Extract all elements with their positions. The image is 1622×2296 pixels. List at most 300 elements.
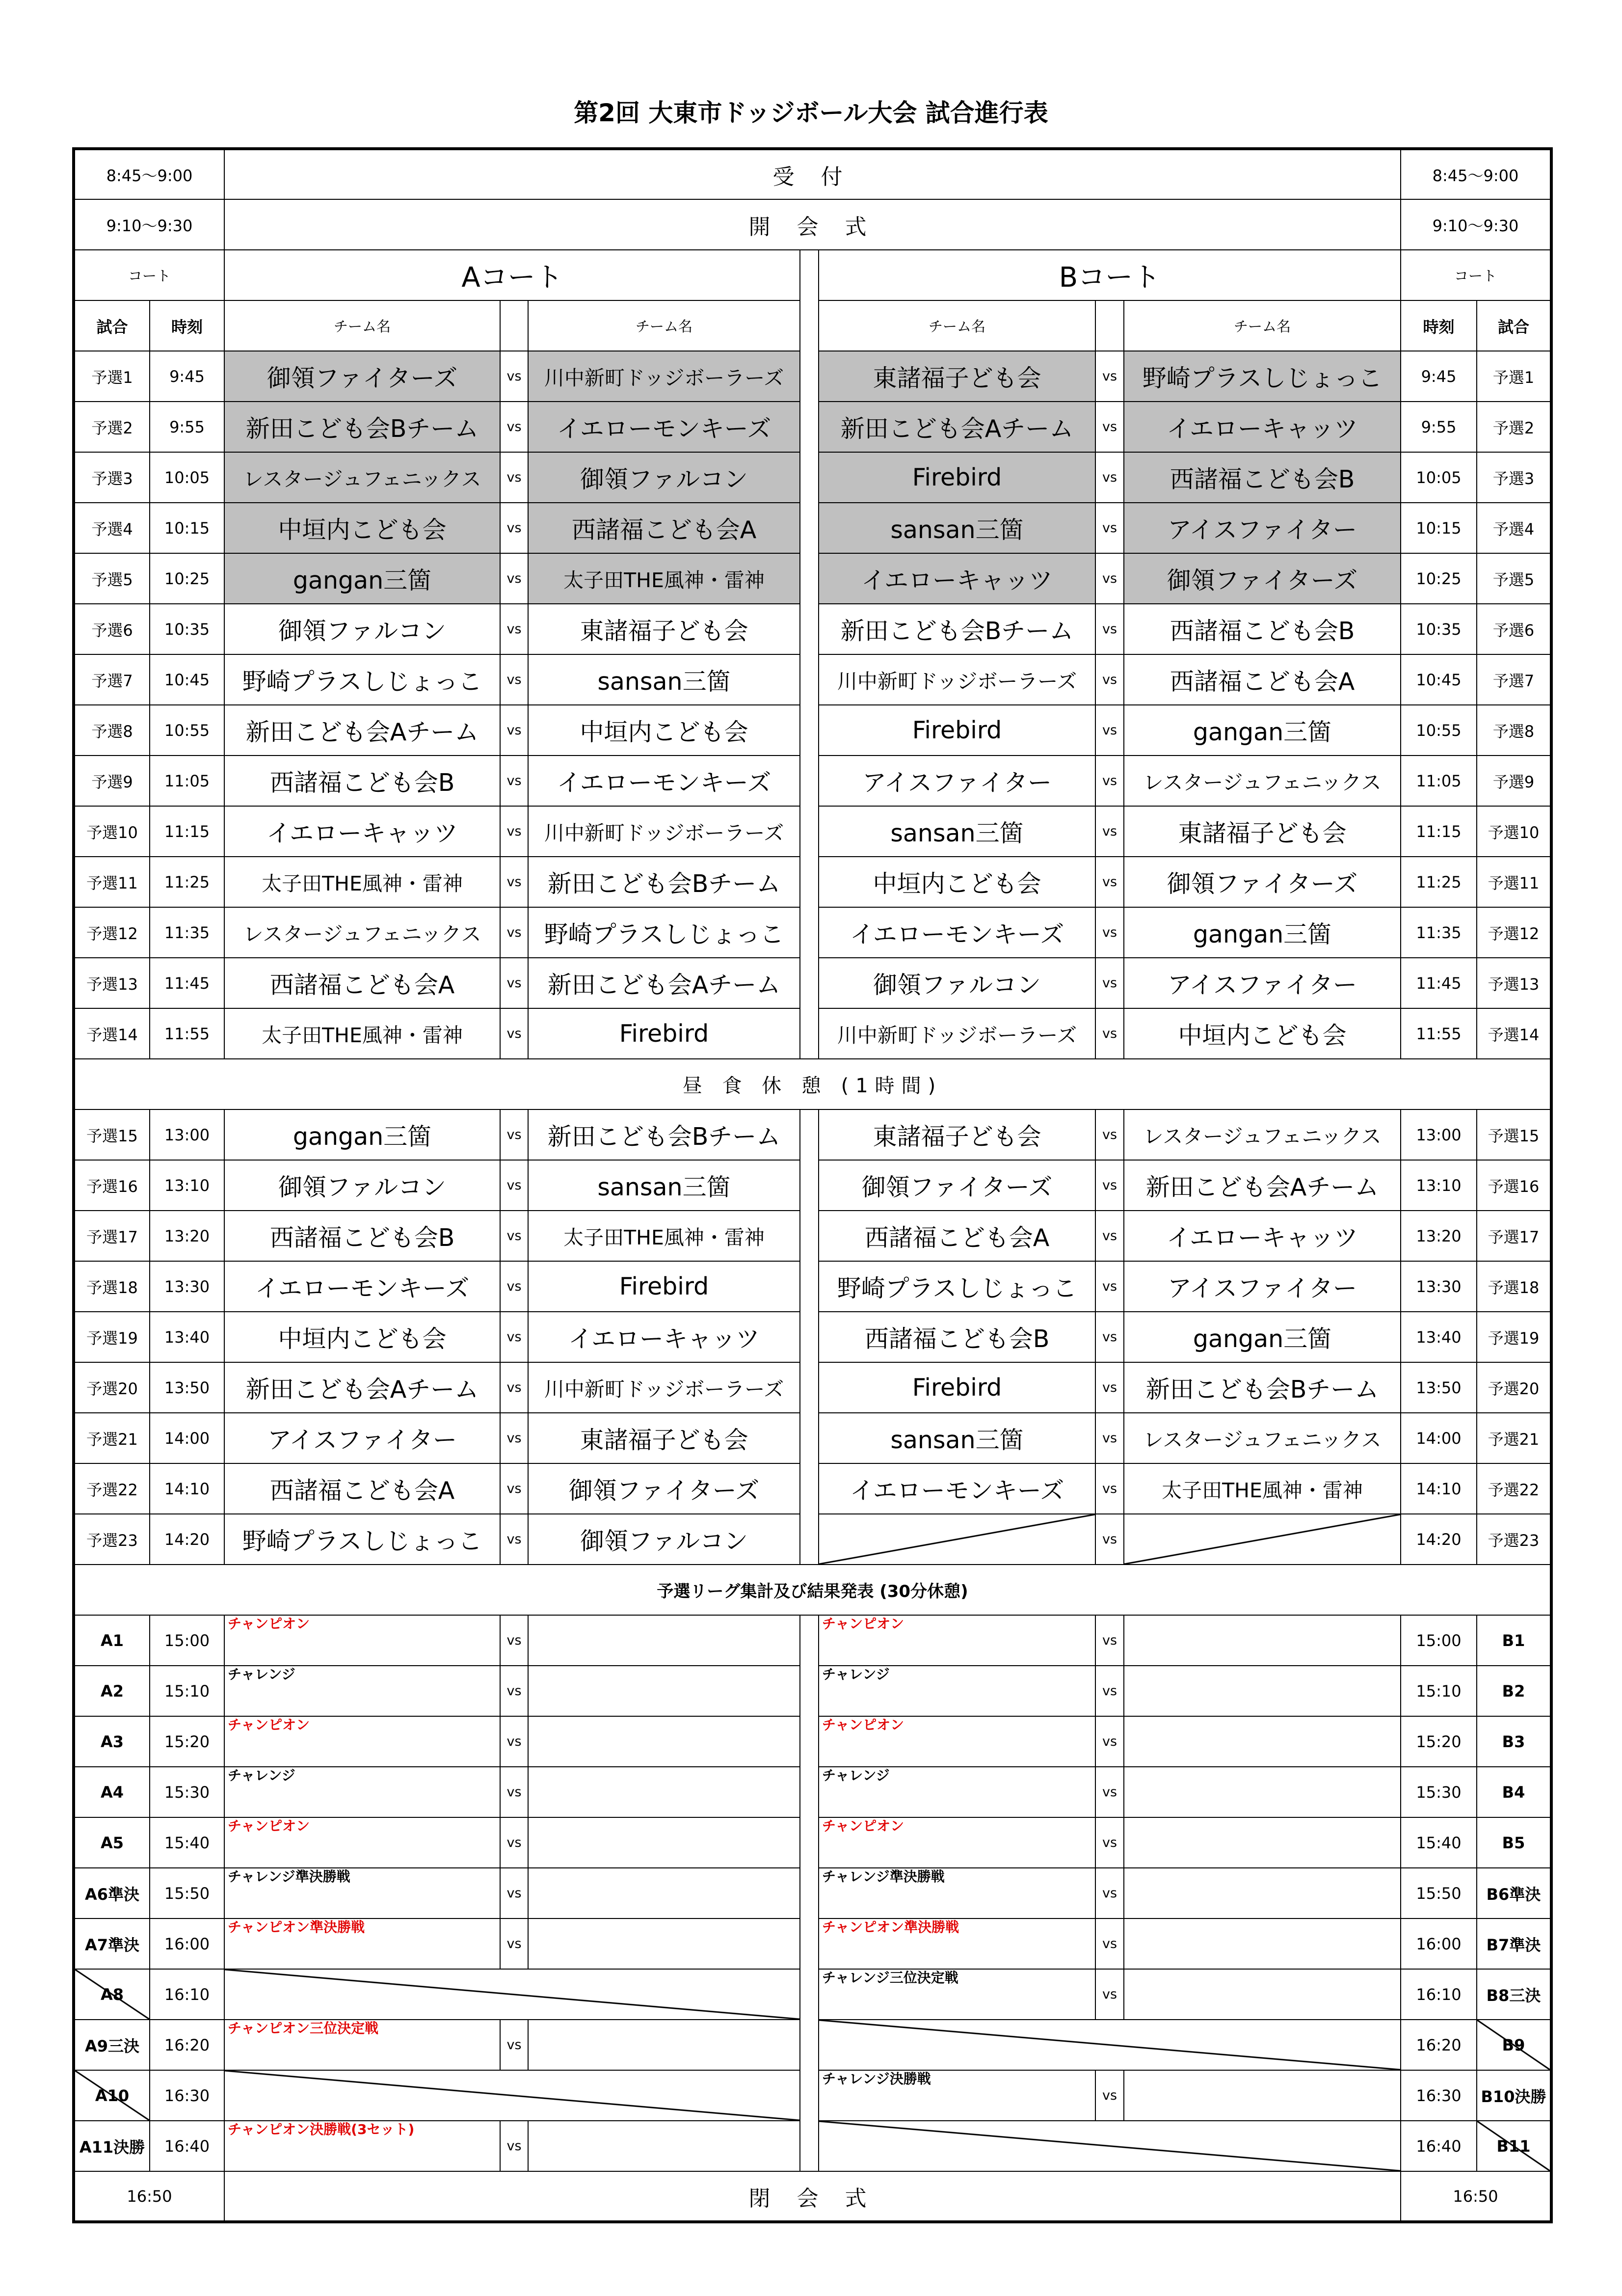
vs-label: vs xyxy=(500,958,528,1008)
court-b-team-2: アイスファイター xyxy=(1124,503,1401,553)
vs-label: vs xyxy=(500,1716,528,1767)
court-gap xyxy=(800,1716,819,1767)
vs-label: vs xyxy=(500,2020,528,2070)
court-b-team-1 xyxy=(819,1817,1095,1868)
court-b-team-2: 太子田THE風神・雷神 xyxy=(1124,1463,1401,1514)
court-b-team-1: 東諸福子ども会 xyxy=(819,351,1095,402)
court-b-team-2: gangan三箇 xyxy=(1124,907,1401,958)
match-row xyxy=(74,705,1551,756)
court-a-team-1-label: チャレンジ xyxy=(228,1666,295,1682)
vs-label: vs xyxy=(500,806,528,857)
court-a-empty xyxy=(224,2070,800,2121)
court-b-team-2: 御領ファイターズ xyxy=(1124,553,1401,604)
court-gap xyxy=(800,958,819,1008)
court-a-team-1: 新田こども会Aチーム xyxy=(224,705,500,756)
final-match-id-b: B7準決 xyxy=(1477,1918,1551,1969)
match-id: 予選5 xyxy=(1477,553,1551,604)
final-match-row xyxy=(74,1918,1551,1969)
court-a-team-2 xyxy=(528,1918,800,1969)
final-time: 15:10 xyxy=(150,1666,224,1716)
match-time: 11:25 xyxy=(1401,857,1477,907)
court-a-team-1: 御領ファルコン xyxy=(224,604,500,654)
court-a-team-1: 野崎プラスしじょっこ xyxy=(224,1514,500,1565)
vs-label: vs xyxy=(1095,756,1124,806)
vs-label: vs xyxy=(500,1312,528,1362)
vs-label: vs xyxy=(1095,705,1124,756)
match-id: 予選1 xyxy=(1477,351,1551,402)
court-gap xyxy=(800,1918,819,1969)
match-row xyxy=(74,1514,1551,1565)
final-match-row xyxy=(74,1817,1551,1868)
court-b-team-1: 西諸福こども会B xyxy=(819,1312,1095,1362)
court-a-team-1 xyxy=(224,2020,500,2070)
match-row xyxy=(74,452,1551,503)
final-time: 15:50 xyxy=(150,1868,224,1918)
final-time: 16:40 xyxy=(150,2121,224,2171)
court-a-team-1: イエローモンキーズ xyxy=(224,1261,500,1312)
match-row xyxy=(74,604,1551,654)
match-time: 9:55 xyxy=(1401,402,1477,452)
match-time: 10:55 xyxy=(1401,705,1477,756)
court-a-team-2: sansan三箇 xyxy=(528,1160,800,1211)
lunch-break-row xyxy=(74,1059,1551,1109)
vs-label: vs xyxy=(1095,654,1124,705)
match-time: 10:45 xyxy=(1401,654,1477,705)
court-b-team-1: Firebird xyxy=(819,452,1095,503)
match-row xyxy=(74,907,1551,958)
court-b-team-1: 川中新町ドッジボーラーズ xyxy=(819,1008,1095,1059)
final-time: 16:00 xyxy=(1401,1918,1477,1969)
court-gap xyxy=(800,705,819,756)
match-id: 予選15 xyxy=(1477,1109,1551,1160)
court-a-team-2: 御領ファルコン xyxy=(528,452,800,503)
court-a-team-2: sansan三箇 xyxy=(528,654,800,705)
match-id: 予選18 xyxy=(1477,1261,1551,1312)
final-match-id-a: A3 xyxy=(74,1716,150,1767)
court-gap xyxy=(800,503,819,553)
final-match-id-a: A9三決 xyxy=(74,2020,150,2070)
final-time: 16:30 xyxy=(1401,2070,1477,2121)
match-id: 予選21 xyxy=(1477,1413,1551,1463)
match-time: 13:50 xyxy=(1401,1362,1477,1413)
final-time: 15:10 xyxy=(1401,1666,1477,1716)
match-time: 10:15 xyxy=(150,503,224,553)
court-a-team-1-label: チャンピオン三位決定戦 xyxy=(228,2020,379,2036)
vs-label: vs xyxy=(500,907,528,958)
final-time: 16:00 xyxy=(150,1918,224,1969)
match-time: 14:10 xyxy=(1401,1463,1477,1514)
court-gap xyxy=(800,1767,819,1817)
vs-label: vs xyxy=(1095,604,1124,654)
court-b-team-1-label: チャレンジ決勝戦 xyxy=(822,2071,931,2087)
court-b-team-1: イエローモンキーズ xyxy=(819,1463,1095,1514)
court-a-team-1: gangan三箇 xyxy=(224,553,500,604)
opening-time-left: 9:10〜9:30 xyxy=(74,199,224,250)
court-a-team-1 xyxy=(224,2121,500,2171)
vs-label: vs xyxy=(500,1160,528,1211)
court-b-team-1 xyxy=(819,1918,1095,1969)
match-id: 予選3 xyxy=(1477,452,1551,503)
match-id: 予選19 xyxy=(1477,1312,1551,1362)
court-b-team-2 xyxy=(1124,1514,1401,1565)
vs-label: vs xyxy=(500,756,528,806)
match-id: 予選6 xyxy=(74,604,150,654)
results-announcement-row xyxy=(74,1565,1551,1615)
opening-label: 開 会 式 xyxy=(224,199,1401,250)
match-row xyxy=(74,1362,1551,1413)
final-match-row xyxy=(74,1868,1551,1918)
court-b-team-2: 新田こども会Aチーム xyxy=(1124,1160,1401,1211)
final-time: 16:10 xyxy=(150,1969,224,2020)
closing-time-right: 16:50 xyxy=(1401,2171,1551,2222)
vs-label: vs xyxy=(1095,2070,1124,2121)
court-gap xyxy=(800,1969,819,2020)
match-row xyxy=(74,1008,1551,1059)
vs-label: vs xyxy=(500,604,528,654)
vs-label: vs xyxy=(1095,958,1124,1008)
vs-label: vs xyxy=(500,1868,528,1918)
court-b-team-1-label: チャンピオン準決勝戦 xyxy=(822,1919,959,1935)
court-b-header: Bコート xyxy=(819,250,1401,300)
court-a-team-1: 新田こども会Bチーム xyxy=(224,402,500,452)
final-match-row xyxy=(74,2070,1551,2121)
match-time: 10:45 xyxy=(150,654,224,705)
match-time: 13:30 xyxy=(1401,1261,1477,1312)
court-a-team-1: 西諸福こども会A xyxy=(224,958,500,1008)
match-id: 予選17 xyxy=(74,1211,150,1261)
court-b-team-2: 東諸福子ども会 xyxy=(1124,806,1401,857)
final-match-row xyxy=(74,1716,1551,1767)
match-time: 11:55 xyxy=(1401,1008,1477,1059)
court-gap xyxy=(800,2121,819,2171)
court-b-team-1: 中垣内こども会 xyxy=(819,857,1095,907)
court-b-team-2: gangan三箇 xyxy=(1124,705,1401,756)
court-a-team-1: 西諸福こども会B xyxy=(224,1211,500,1261)
court-b-team-2: 西諸福こども会A xyxy=(1124,654,1401,705)
match-time: 13:00 xyxy=(1401,1109,1477,1160)
court-a-team-2: 太子田THE風神・雷神 xyxy=(528,1211,800,1261)
match-row xyxy=(74,1109,1551,1160)
court-a-team-1: 御領ファイターズ xyxy=(224,351,500,402)
court-b-team-1 xyxy=(819,1767,1095,1817)
final-match-id-a: A4 xyxy=(74,1767,150,1817)
match-id: 予選4 xyxy=(74,503,150,553)
court-b-team-2: レスタージュフェニックス xyxy=(1124,1109,1401,1160)
court-b-team-2: レスタージュフェニックス xyxy=(1124,756,1401,806)
final-match-id-b: B4 xyxy=(1477,1767,1551,1817)
court-a-team-1-label: チャレンジ xyxy=(228,1767,295,1783)
court-b-team-2 xyxy=(1124,1817,1401,1868)
final-match-id-b: B6準決 xyxy=(1477,1868,1551,1918)
final-time: 15:30 xyxy=(150,1767,224,1817)
court-a-team-2: イエローモンキーズ xyxy=(528,756,800,806)
opening-time-right: 9:10〜9:30 xyxy=(1401,199,1551,250)
match-row xyxy=(74,756,1551,806)
match-row xyxy=(74,402,1551,452)
court-b-team-2: 御領ファイターズ xyxy=(1124,857,1401,907)
final-match-row xyxy=(74,2121,1551,2171)
court-a-team-2: 野崎プラスしじょっこ xyxy=(528,907,800,958)
final-match-row xyxy=(74,1767,1551,1817)
match-id: 予選4 xyxy=(1477,503,1551,553)
vs-label: vs xyxy=(500,452,528,503)
final-match-id-b: B9 xyxy=(1477,2020,1551,2070)
header-time: 時刻 xyxy=(150,300,224,351)
page-title: 第2回 大東市ドッジボール大会 試合進行表 xyxy=(574,99,1048,127)
final-match-id-a: A7準決 xyxy=(74,1918,150,1969)
match-time: 10:25 xyxy=(150,553,224,604)
court-a-team-2 xyxy=(528,1767,800,1817)
court-a-team-1-label: チャンピオン xyxy=(228,1818,310,1834)
match-time: 10:05 xyxy=(1401,452,1477,503)
match-id: 予選14 xyxy=(1477,1008,1551,1059)
header-team: チーム名 xyxy=(528,300,800,351)
court-gap xyxy=(800,1211,819,1261)
vs-label: vs xyxy=(500,2121,528,2171)
court-a-team-2: 太子田THE風神・雷神 xyxy=(528,553,800,604)
court-a-team-2: 東諸福子ども会 xyxy=(528,1413,800,1463)
court-gap xyxy=(800,250,819,300)
final-match-id-a: A11決勝 xyxy=(74,2121,150,2171)
court-a-team-2: 川中新町ドッジボーラーズ xyxy=(528,806,800,857)
match-time: 10:05 xyxy=(150,452,224,503)
match-id: 予選3 xyxy=(74,452,150,503)
court-b-team-1: 新田こども会Bチーム xyxy=(819,604,1095,654)
court-a-team-1: 西諸福こども会B xyxy=(224,756,500,806)
match-id: 予選6 xyxy=(1477,604,1551,654)
court-gap xyxy=(800,2020,819,2070)
opening-row xyxy=(74,199,1551,250)
match-row xyxy=(74,503,1551,553)
match-time: 10:35 xyxy=(1401,604,1477,654)
vs-label: vs xyxy=(500,705,528,756)
match-time: 13:10 xyxy=(150,1160,224,1211)
vs-label: vs xyxy=(1095,1767,1124,1817)
court-b-team-1: 東諸福子ども会 xyxy=(819,1109,1095,1160)
court-gap xyxy=(800,806,819,857)
vs-label: vs xyxy=(1095,1362,1124,1413)
court-gap xyxy=(800,1463,819,1514)
court-b-team-2: 野崎プラスしじょっこ xyxy=(1124,351,1401,402)
final-time: 15:20 xyxy=(1401,1716,1477,1767)
match-row xyxy=(74,857,1551,907)
match-id: 予選23 xyxy=(74,1514,150,1565)
vs-label: vs xyxy=(1095,806,1124,857)
court-a-team-1: 中垣内こども会 xyxy=(224,1312,500,1362)
court-a-team-1: 太子田THE風神・雷神 xyxy=(224,857,500,907)
court-gap xyxy=(800,857,819,907)
court-b-team-1-label: チャレンジ xyxy=(822,1767,890,1783)
final-match-row xyxy=(74,1615,1551,1666)
lunch-break: 昼 食 休 憩 (1時間) xyxy=(74,1059,1551,1109)
court-a-empty xyxy=(224,1969,800,2020)
match-id: 予選9 xyxy=(1477,756,1551,806)
match-time: 13:10 xyxy=(1401,1160,1477,1211)
court-a-team-1 xyxy=(224,1868,500,1918)
final-match-id-b: B1 xyxy=(1477,1615,1551,1666)
reception-row xyxy=(74,149,1551,199)
final-time: 16:10 xyxy=(1401,1969,1477,2020)
court-b-team-2 xyxy=(1124,1767,1401,1817)
court-b-team-2 xyxy=(1124,1918,1401,1969)
match-row xyxy=(74,1211,1551,1261)
court-a-team-1: アイスファイター xyxy=(224,1413,500,1463)
match-id: 予選10 xyxy=(74,806,150,857)
vs-label: vs xyxy=(500,1362,528,1413)
match-id: 予選17 xyxy=(1477,1211,1551,1261)
match-time: 11:25 xyxy=(150,857,224,907)
vs-label: vs xyxy=(1095,907,1124,958)
match-id: 予選20 xyxy=(1477,1362,1551,1413)
court-b-team-2: 西諸福こども会B xyxy=(1124,452,1401,503)
court-b-team-1: 西諸福こども会A xyxy=(819,1211,1095,1261)
match-row xyxy=(74,654,1551,705)
vs-label: vs xyxy=(500,1666,528,1716)
court-gap xyxy=(800,1312,819,1362)
court-a-team-2: Firebird xyxy=(528,1008,800,1059)
vs-label: vs xyxy=(500,1211,528,1261)
match-time: 13:20 xyxy=(1401,1211,1477,1261)
court-a-team-2: Firebird xyxy=(528,1261,800,1312)
match-id: 予選20 xyxy=(74,1362,150,1413)
court-a-team-1 xyxy=(224,1817,500,1868)
court-a-team-1 xyxy=(224,1918,500,1969)
match-id: 予選15 xyxy=(74,1109,150,1160)
court-b-team-2 xyxy=(1124,1666,1401,1716)
match-id: 予選5 xyxy=(74,553,150,604)
court-a-team-1-label: チャンピオン xyxy=(228,1717,310,1733)
vs-label: vs xyxy=(1095,1666,1124,1716)
match-row xyxy=(74,806,1551,857)
court-b-team-1-label: チャンピオン xyxy=(822,1616,904,1632)
court-b-team-2: 西諸福こども会B xyxy=(1124,604,1401,654)
court-a-team-2: 東諸福子ども会 xyxy=(528,604,800,654)
court-b-team-2: イエローキャッツ xyxy=(1124,1211,1401,1261)
court-b-team-1 xyxy=(819,1868,1095,1918)
match-id: 予選23 xyxy=(1477,1514,1551,1565)
court-gap xyxy=(800,1817,819,1868)
match-id: 予選14 xyxy=(74,1008,150,1059)
match-time: 10:25 xyxy=(1401,553,1477,604)
court-a-team-1 xyxy=(224,1615,500,1666)
match-id: 予選7 xyxy=(1477,654,1551,705)
court-a-team-1: 野崎プラスしじょっこ xyxy=(224,654,500,705)
court-b-team-2 xyxy=(1124,1716,1401,1767)
header-time: 時刻 xyxy=(1401,300,1477,351)
match-time: 11:45 xyxy=(150,958,224,1008)
court-a-team-2 xyxy=(528,1666,800,1716)
header-match: 試合 xyxy=(1477,300,1551,351)
match-time: 13:40 xyxy=(150,1312,224,1362)
vs-label: vs xyxy=(1095,351,1124,402)
match-id: 予選21 xyxy=(74,1413,150,1463)
court-gap xyxy=(800,1261,819,1312)
vs-label: vs xyxy=(1095,1716,1124,1767)
header-vs-blank xyxy=(1095,300,1124,351)
court-a-team-1: 太子田THE風神・雷神 xyxy=(224,1008,500,1059)
court-a-header: Aコート xyxy=(224,250,800,300)
match-id: 予選12 xyxy=(1477,907,1551,958)
court-a-team-1: 西諸福こども会A xyxy=(224,1463,500,1514)
match-row xyxy=(74,1413,1551,1463)
court-gap xyxy=(800,1362,819,1413)
match-id: 予選13 xyxy=(1477,958,1551,1008)
match-id: 予選1 xyxy=(74,351,150,402)
court-b-team-1-label: チャレンジ三位決定戦 xyxy=(822,1970,958,1986)
vs-label: vs xyxy=(1095,1261,1124,1312)
vs-label: vs xyxy=(1095,402,1124,452)
final-time: 15:40 xyxy=(150,1817,224,1868)
final-match-row xyxy=(74,1666,1551,1716)
vs-label: vs xyxy=(500,857,528,907)
match-time: 11:45 xyxy=(1401,958,1477,1008)
court-b-team-1 xyxy=(819,1969,1095,2020)
court-b-team-1: 野崎プラスしじょっこ xyxy=(819,1261,1095,1312)
vs-label: vs xyxy=(1095,1817,1124,1868)
final-time: 16:20 xyxy=(150,2020,224,2070)
match-id: 予選11 xyxy=(1477,857,1551,907)
court-row xyxy=(74,250,1551,300)
court-b-team-1-label: チャンピオン xyxy=(822,1717,904,1733)
court-gap xyxy=(800,452,819,503)
match-time: 13:20 xyxy=(150,1211,224,1261)
match-time: 11:05 xyxy=(1401,756,1477,806)
final-match-row xyxy=(74,1969,1551,2020)
vs-label: vs xyxy=(1095,1463,1124,1514)
court-b-team-1: 新田こども会Aチーム xyxy=(819,402,1095,452)
court-a-team-2 xyxy=(528,1868,800,1918)
match-time: 13:30 xyxy=(150,1261,224,1312)
court-gap xyxy=(800,300,819,351)
court-a-team-2: 川中新町ドッジボーラーズ xyxy=(528,1362,800,1413)
schedule-table xyxy=(72,147,1553,2223)
vs-label: vs xyxy=(1095,1918,1124,1969)
match-time: 11:15 xyxy=(1401,806,1477,857)
court-b-team-1 xyxy=(819,1716,1095,1767)
match-id: 予選8 xyxy=(74,705,150,756)
closing-label: 閉 会 式 xyxy=(224,2171,1401,2222)
match-time: 14:00 xyxy=(150,1413,224,1463)
court-gap xyxy=(800,1868,819,1918)
vs-label: vs xyxy=(500,1615,528,1666)
match-id: 予選18 xyxy=(74,1261,150,1312)
court-b-team-1-label: チャンピオン xyxy=(822,1818,904,1834)
court-a-team-1: 御領ファルコン xyxy=(224,1160,500,1211)
vs-label: vs xyxy=(1095,1413,1124,1463)
court-gap xyxy=(800,1666,819,1716)
match-time: 13:40 xyxy=(1401,1312,1477,1362)
court-b-team-1: 御領ファイターズ xyxy=(819,1160,1095,1211)
court-label-left: コート xyxy=(74,250,224,300)
court-b-team-1 xyxy=(819,1615,1095,1666)
court-gap xyxy=(800,1109,819,1160)
court-b-team-2 xyxy=(1124,1969,1401,2020)
court-a-team-1-label: チャンピオン xyxy=(228,1616,310,1632)
match-time: 13:00 xyxy=(150,1109,224,1160)
reception-label: 受 付 xyxy=(224,149,1401,199)
final-time: 16:40 xyxy=(1401,2121,1477,2171)
match-row xyxy=(74,1160,1551,1211)
court-a-team-2 xyxy=(528,2020,800,2070)
match-time: 10:35 xyxy=(150,604,224,654)
court-a-team-1: レスタージュフェニックス xyxy=(224,452,500,503)
final-match-id-a: A10 xyxy=(74,2070,150,2121)
final-time: 15:00 xyxy=(150,1615,224,1666)
final-match-row xyxy=(74,2020,1551,2070)
court-a-team-2 xyxy=(528,1716,800,1767)
vs-label: vs xyxy=(500,1261,528,1312)
header-vs-blank xyxy=(500,300,528,351)
